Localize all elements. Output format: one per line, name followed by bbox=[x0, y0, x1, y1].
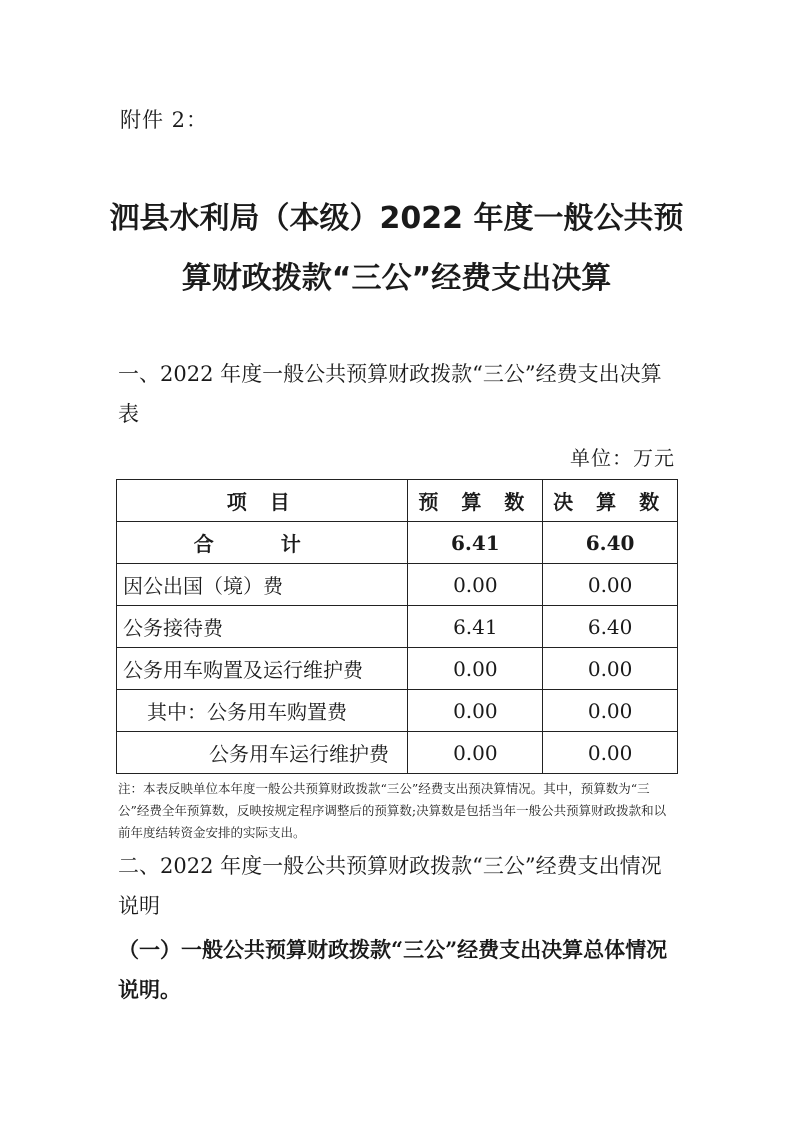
table-header-row bbox=[117, 480, 678, 522]
unit-label: 单位：万元 bbox=[570, 446, 675, 470]
attachment-label: 附件 2： bbox=[120, 108, 209, 132]
table-row bbox=[117, 648, 678, 690]
column-header-budget: 预 算 数 bbox=[408, 480, 543, 522]
final-value: 0.00 bbox=[543, 690, 678, 732]
final-value: 6.40 bbox=[543, 522, 678, 564]
final-value: 6.40 bbox=[543, 606, 678, 648]
final-value: 0.00 bbox=[543, 732, 678, 774]
document-title-line-1: 泗县水利局（本级）2022 年度一般公共预 bbox=[109, 201, 684, 236]
table-row bbox=[117, 564, 678, 606]
budget-value: 0.00 bbox=[408, 690, 543, 732]
table-note: 注：本表反映单位本年度一般公共预算财政拨款“三公”经费支出预决算情况。其中，预算数为“三公”经费全年预算数，反映按规定程序调整后的预算数;决算数是包括当年一般公共预算财政拨款和以前年度结转资金安排的实际支出。 bbox=[118, 781, 667, 840]
table-row-total bbox=[117, 522, 678, 564]
row-label: 公务接待费 bbox=[117, 606, 408, 648]
budget-value: 6.41 bbox=[408, 606, 543, 648]
table-row bbox=[117, 732, 678, 774]
row-label: 合 计 bbox=[117, 522, 408, 564]
row-label: 公务用车运行维护费 bbox=[117, 732, 408, 774]
column-header-item: 项 目 bbox=[117, 480, 408, 522]
budget-value: 0.00 bbox=[408, 732, 543, 774]
row-label: 公务用车购置及运行维护费 bbox=[117, 648, 408, 690]
final-value: 0.00 bbox=[543, 564, 678, 606]
section-1-heading: 一、2022 年度一般公共预算财政拨款“三公”经费支出决算表 bbox=[118, 362, 662, 426]
three-public-expenses-table bbox=[116, 479, 678, 774]
table-row bbox=[117, 606, 678, 648]
row-label: 因公出国（境）费 bbox=[117, 564, 408, 606]
row-label: 其中：公务用车购置费 bbox=[117, 690, 408, 732]
table-row bbox=[117, 690, 678, 732]
final-value: 0.00 bbox=[543, 648, 678, 690]
subsection-1-heading: （一）一般公共预算财政拨款“三公”经费支出决算总体情况说明。 bbox=[118, 937, 668, 1002]
document-title-line-2: 算财政拨款“三公”经费支出决算 bbox=[181, 261, 612, 296]
budget-value: 0.00 bbox=[408, 564, 543, 606]
budget-value: 6.41 bbox=[408, 522, 543, 564]
column-header-final: 决 算 数 bbox=[543, 480, 678, 522]
budget-value: 0.00 bbox=[408, 648, 543, 690]
section-2-heading: 二、2022 年度一般公共预算财政拨款“三公”经费支出情况说明 bbox=[118, 854, 662, 918]
